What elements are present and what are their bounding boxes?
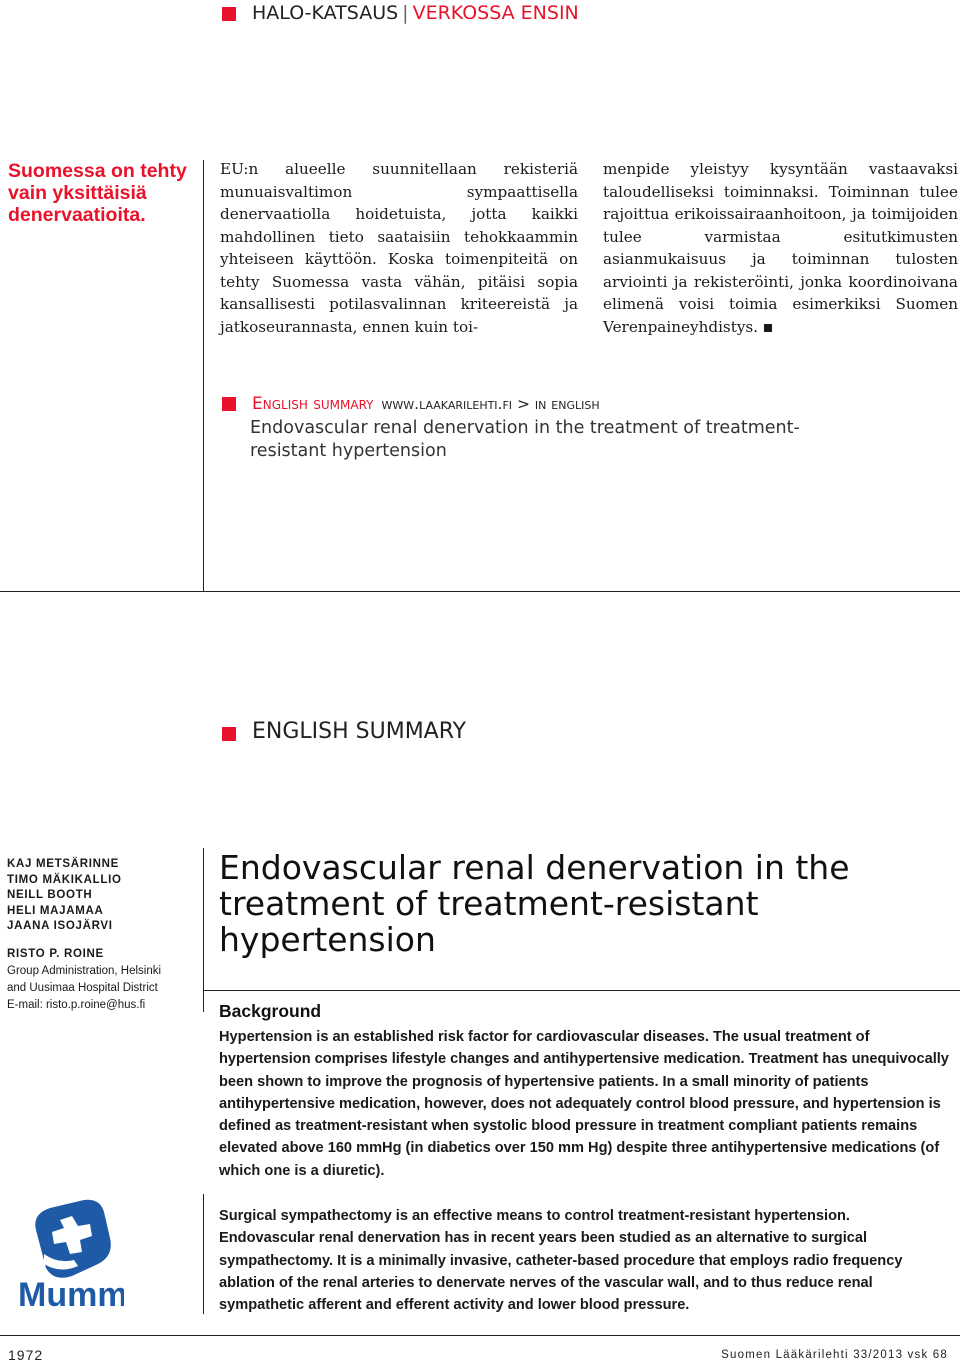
author-name: TIMO MÄKIKALLIO: [7, 873, 122, 886]
section-label: HALO-KATSAUS: [252, 2, 399, 24]
author-name: KAJ METSÄRINNE: [7, 858, 120, 870]
author-email[interactable]: E-mail: risto.p.roine@hus.fi: [7, 999, 146, 1011]
mumm-logo-icon: [14, 1194, 124, 1312]
abstract-paragraph-1: Hypertension is an established risk factor for cardiovascular diseases. The usual treatment of hypertension comprises lifestyle changes and antihypertensive medication. Treatment has unequivocally been shown to improve the prognosis of hypertensive patients. In a small minority of patients antihypertensive medication, however, does not adequately control blood pressure, and hypertension is defined as treatment-resistant when systolic blood pressure in treatment compliant patients remains elevated above 160 mmHg (in diabetics over 150 mm Hg) despite three antihypertensive medications (of which one is a diuretic).: [219, 1029, 949, 1179]
english-summary-link-row: [252, 394, 600, 414]
english-summary-heading-marker-icon: [222, 727, 236, 741]
end-mark-icon: [764, 324, 772, 332]
body-column-2-text: menpide yleistyy kysyntään vastaavaksi taloudelliseksi toiminnaksi. Toiminnan tulee rajoittua erikoissairaanhoitoon, ja toimijoiden tulee varmistaa esitutkimusten asianmukaisuus ja toiminnan tulosten arviointi ja rekisteröinti, jonka koordinoivana elimenä voisi toimia esimerkiksi Suomen Verenpaineyhdistys.: [603, 160, 958, 336]
author-block: [7, 857, 197, 1013]
body-column-1: EU:n alueelle suunnitellaan rekisteriä munuaisvaltimon sympaattisella denervaatiolla hoidetuista, jotta kaikki mahdollinen tieto saataisiin tehokkaammin yhteiseen käyttöön. Koska toimenpiteitä on tehty Suomessa vasta vähän, pitäisi sopia kansallisesti potilasvalinnan kriteereistä ja jatkoseurannasta, ennen kuin toi-: [220, 160, 578, 336]
author-name: NEILL BOOTH: [7, 889, 93, 901]
pull-quote: Suomessa on tehty vain yksittäisiä denervaatioita.: [8, 160, 187, 226]
article-title: Endovascular renal denervation in the treatment of treatment-resistant hypertension: [219, 848, 850, 959]
english-summary-link-title[interactable]: Endovascular renal denervation in the treatment of treatment-resistant hypertension: [250, 418, 800, 461]
english-summary-url[interactable]: www.laakarilehti.fi > in english: [381, 395, 600, 413]
column-divider-bottom: [203, 1194, 204, 1314]
header-separator: |: [402, 2, 409, 24]
section-heading-background: Background: [219, 1001, 322, 1021]
mumm-logo: [14, 1194, 124, 1312]
section-header: [252, 2, 579, 24]
author-name: JAANA ISOJÄRVI: [7, 920, 113, 932]
title-divider: [204, 990, 960, 991]
corresponding-author: RISTO P. ROINE: [7, 947, 104, 960]
abstract-paragraph-2: Surgical sympathectomy is an effective means to control treatment-resistant hypertension. Endovascular renal denervation has in recent years been studied as an alternative to surgical sympathectomy. It is a minimally invasive, catheter-based procedure that employs radio frequency ablation of the renal arteries to denervate nerves of the vascular wall, and to thus reduce renal sympathetic afferent and efferent activity and lower blood pressure.: [219, 1208, 903, 1314]
journal-footer: Suomen Lääkärilehti 33/2013 vsk 68: [721, 1349, 948, 1361]
english-summary-marker-icon: [222, 397, 236, 411]
logo-text: Mumm: [18, 1276, 124, 1312]
english-summary-heading: ENGLISH SUMMARY: [252, 719, 467, 744]
page-number: 1972: [8, 1347, 44, 1363]
affiliation-line-2: and Uusimaa Hospital District: [7, 982, 158, 994]
subsection-label: VERKOSSA ENSIN: [412, 2, 579, 24]
column-divider-top: [203, 160, 204, 592]
page-divider: [0, 591, 960, 592]
english-summary-label: English summary: [252, 394, 374, 414]
author-name: HELI MAJAMAA: [7, 904, 104, 917]
column-divider-authors: [203, 848, 204, 1012]
footer-divider: [0, 1335, 960, 1336]
affiliation-line-1: Group Administration, Helsinki: [7, 965, 162, 977]
body-column-2: [603, 158, 958, 338]
section-marker-icon: [222, 7, 236, 21]
